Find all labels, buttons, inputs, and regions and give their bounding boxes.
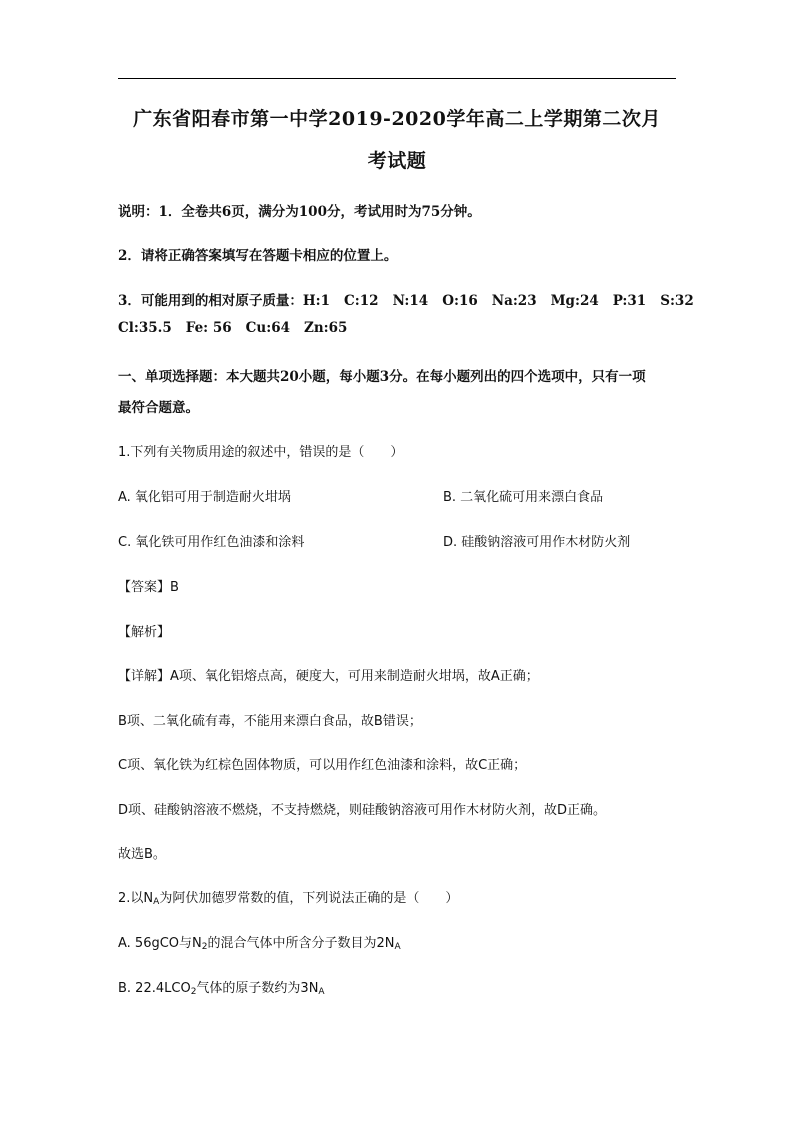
q2-option-a — [118, 932, 401, 952]
q1-option-b: B. 二氧化硫可用来漂白食品 — [443, 490, 604, 505]
atom-mass: H:1 — [302, 293, 331, 309]
instruction-line3 — [118, 289, 708, 309]
q2-optA-part1: A. 56gCO与N — [118, 936, 202, 951]
atom-mass: P:31 — [612, 293, 647, 309]
document-title-line2: 考试题 — [367, 150, 427, 172]
atomic-mass-label: 3．可能用到的相对原子质量： — [118, 293, 303, 309]
q2-optB-sub1: 2 — [190, 987, 197, 997]
q1-detail-2: B项、二氧化硫有毒，不能用来漂白食品，故B错误； — [118, 714, 422, 729]
atom-mass: Na:23 — [491, 293, 537, 309]
instruction-line1: 说明：1．全卷共6页，满分为100分，考试用时为75分钟。 — [118, 204, 481, 220]
section1-heading-line2: 最符合题意。 — [118, 400, 199, 416]
q1-conclusion: 故选B。 — [118, 847, 166, 862]
q1-analysis-label: 【解析】 — [118, 625, 171, 640]
q1-stem: 1.下列有关物质用途的叙述中，错误的是（ ） — [118, 445, 404, 460]
atom-mass: Cl:35.5 — [118, 320, 172, 336]
instruction-line2: 2．请将正确答案填写在答题卡相应的位置上。 — [118, 248, 398, 264]
q1-detail-3: C项、氧化铁为红棕色固体物质，可以用作红色油漆和涂料，故C正确； — [118, 758, 527, 773]
q2-option-b — [118, 977, 325, 997]
atom-mass: O:16 — [442, 293, 478, 309]
q1-option-d: D. 硅酸钠溶液可用作木材防火剂 — [443, 535, 631, 550]
header-rule — [118, 78, 676, 79]
atom-mass: Cu:64 — [245, 320, 290, 336]
atom-mass: C:12 — [344, 293, 379, 309]
atom-mass: S:32 — [660, 293, 694, 309]
q2-optB-sub2: A — [318, 987, 325, 997]
q2-optB-part1: B. 22.4LCO — [118, 981, 191, 996]
q2-stem-post: 为阿伏加德罗常数的值，下列说法正确的是（ ） — [159, 891, 459, 906]
q1-option-a: A. 氧化铝可用于制造耐火坩埚 — [118, 490, 291, 505]
q1-detail-4: D项、硅酸钠溶液不燃烧，不支持燃烧，则硅酸钠溶液可用作木材防火剂，故D正确。 — [118, 803, 607, 818]
q2-stem-pre: 2.以N — [118, 891, 154, 906]
q1-answer: 【答案】B — [118, 580, 179, 595]
q2-optB-part2: 气体的原子数约为3N — [196, 981, 319, 996]
q1-option-c: C. 氧化铁可用作红色油漆和涂料 — [118, 535, 305, 550]
q1-detail-1: 【详解】A项、氧化铝熔点高，硬度大，可用来制造耐火坩埚，故A正确； — [118, 669, 539, 684]
section1-heading-line1: 一、单项选择题：本大题共20小题，每小题3分。在每小题列出的四个选项中，只有一项 — [118, 369, 646, 385]
atom-mass: Fe: 56 — [185, 320, 232, 336]
q2-optA-part2: 的混合气体中所含分子数目为2N — [207, 936, 395, 951]
q2-optA-sub1: 2 — [201, 942, 208, 952]
instruction-line3-cont — [118, 320, 361, 336]
q2-stem-sub: A — [153, 897, 160, 907]
atom-mass: Zn:65 — [304, 320, 348, 336]
atom-mass: N:14 — [392, 293, 429, 309]
q2-optA-sub2: A — [394, 942, 401, 952]
document-title-line1: 广东省阳春市第一中学2019-2020学年高二上学期第二次月 — [133, 108, 661, 130]
q2-stem — [118, 887, 458, 907]
atom-mass: Mg:24 — [550, 293, 599, 309]
